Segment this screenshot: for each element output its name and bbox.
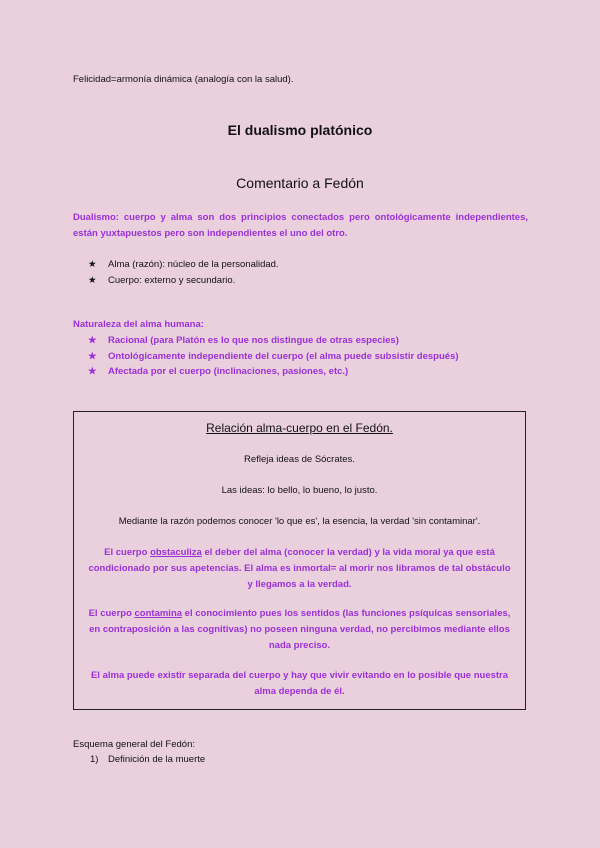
list-item: ★ Alma (razón): núcleo de la personalidad.	[88, 257, 279, 273]
star-bullet-icon: ★	[88, 366, 97, 377]
list-item: ★ Cuerpo: externo y secundario.	[88, 273, 279, 289]
intro-note: Felicidad=armonía dinámica (analogía con la salud).	[73, 74, 294, 85]
list-item: ★ Racional (para Platón es lo que nos distingue de otras especies)	[88, 333, 459, 349]
box-paragraph: Mediante la razón podemos conocer 'lo que es', la esencia, la verdad 'sin contaminar'.	[118, 516, 481, 527]
nature-heading: Naturaleza del alma humana:	[73, 319, 204, 330]
list-number: 1)	[90, 754, 99, 765]
star-bullet-icon: ★	[88, 350, 97, 362]
dualism-definition: Dualismo: cuerpo y alma son dos principios conectados pero ontológicamente independientes, están yuxtapuestos pero son independientes el uno del otro.	[73, 212, 528, 239]
box-paragraph: Refleja ideas de Sócrates.	[244, 454, 355, 465]
relation-box	[73, 411, 526, 710]
scheme-heading: Esquema general del Fedón:	[73, 739, 195, 750]
box-title: Relación alma-cuerpo en el Fedón.	[206, 421, 393, 435]
box-paragraph-contamination: El cuerpo contamina el conocimiento pues los sentidos (las funciones psíquicas sensoriales, en contraposición a las cognitivas) no poseen ninguna verdad, no percibimos mediante ellos nada preciso.	[88, 608, 511, 651]
list-item: ★ Ontológicamente independiente del cuerpo (el alma puede subsistir después)	[88, 349, 459, 365]
list-item: 1) Definición de la muerte	[90, 754, 206, 765]
star-bullet-icon: ★	[88, 259, 97, 270]
star-bullet-icon: ★	[88, 335, 97, 346]
box-paragraph-separation: El alma puede existir separada del cuerpo y hay que vivir evitando en lo posible que nuestra alma dependa de él.	[90, 670, 509, 697]
nature-list	[88, 333, 459, 380]
page-title: El dualismo platónico	[227, 122, 373, 138]
box-paragraph: Las ideas: lo bello, lo bueno, lo justo.	[221, 485, 378, 496]
list-item: ★ Afectada por el cuerpo (inclinaciones, pasiones, etc.)	[88, 364, 459, 380]
scheme-list	[90, 754, 205, 765]
dualism-list	[88, 257, 279, 288]
page-subtitle: Comentario a Fedón	[236, 175, 364, 191]
star-bullet-icon: ★	[88, 274, 97, 286]
box-paragraph-obstacle: El cuerpo obstaculiza el deber del alma (conocer la verdad) y la vida moral ya que está condicionado por sus apetencias. El alma es inmortal= al morir nos libramos de tal obstáculo y llegamos a la verdad.	[88, 547, 511, 590]
